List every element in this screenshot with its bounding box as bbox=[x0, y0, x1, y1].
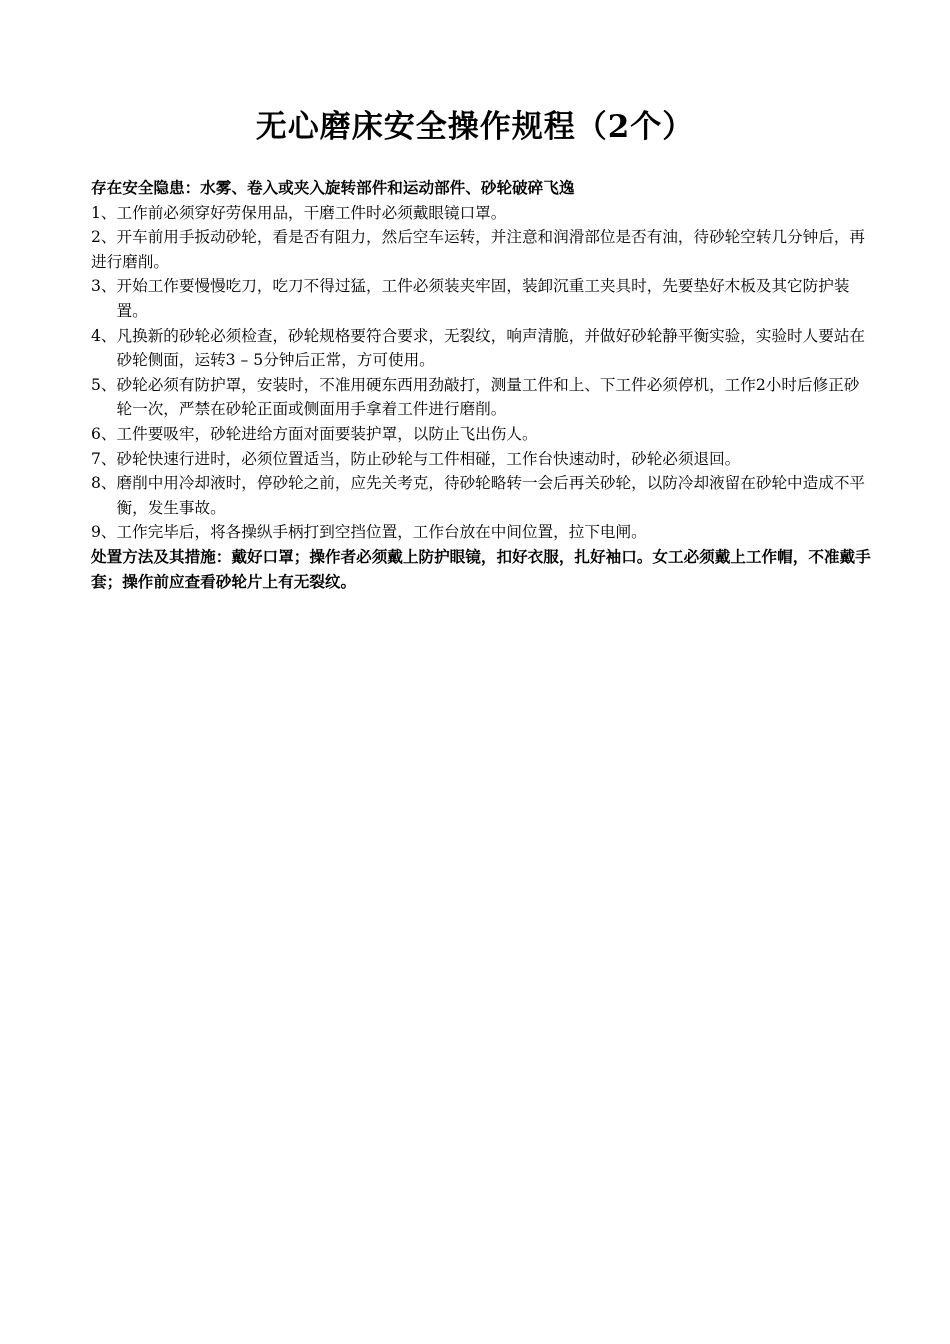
item-text: 凡换新的砂轮必须检查，砂轮规格要符合要求，无裂纹，响声清脆，并做好砂轮静平衡实验，实验时人要站在砂轮侧面，运转3 – 5分钟后正常，方可使用。 bbox=[116, 326, 866, 370]
list-item-2 bbox=[91, 225, 873, 274]
item-number: 2、 bbox=[91, 228, 117, 247]
item-text: 工作完毕后，将各操纵手柄打到空挡位置，工作台放在中间位置，拉下电闸。 bbox=[116, 523, 647, 542]
list-item-4 bbox=[91, 324, 873, 373]
item-number: 6、 bbox=[91, 424, 117, 443]
list-item-8 bbox=[91, 471, 873, 520]
item-text: 砂轮必须有防护罩，安装时，不准用硬东西用劲敲打，测量工件和上、下工件必须停机，工作2小时后修正砂轮一次，严禁在砂轮正面或侧面用手拿着工件进行磨削。 bbox=[116, 375, 860, 419]
item-text: 工作前必须穿好劳保用品，干磨工件时必须戴眼镜口罩。 bbox=[116, 203, 507, 222]
measures-paragraph: 处置方法及其措施：戴好口罩；操作者必须戴上防护眼镜，扣好衣服，扎好袖口。女工必须戴上工作帽，不准戴手套；操作前应查看砂轮片上有无裂纹。 bbox=[91, 546, 871, 591]
document-body bbox=[91, 176, 873, 594]
hazards-paragraph: 存在安全隐患：水雾、卷入或夹入旋转部件和运动部件、砂轮破碎飞逸 bbox=[91, 178, 575, 197]
item-text: 砂轮快速行进时，必须位置适当，防止砂轮与工件相碰，工作台快速动时，砂轮必须退回。 bbox=[116, 449, 741, 468]
list-item-5 bbox=[91, 373, 873, 422]
item-number: 5、 bbox=[91, 375, 117, 394]
item-number: 1、 bbox=[91, 203, 117, 222]
item-text: 开始工作要慢慢吃刀，吃刀不得过猛，工件必须装夹牢固，装卸沉重工夹具时，先要垫好木板及其它防护装置。 bbox=[116, 277, 850, 320]
list-item-6 bbox=[91, 422, 873, 447]
item-number: 4、 bbox=[91, 326, 117, 345]
list-item-3 bbox=[91, 274, 873, 323]
item-number: 7、 bbox=[91, 449, 117, 468]
item-text: 开车前用手扳动砂轮，看是否有阻力，然后空车运转，并注意和润滑部位是否有油，待砂轮空转几分钟后，再进行磨削。 bbox=[91, 228, 866, 271]
list-item-9 bbox=[91, 520, 873, 545]
item-text: 工件要吸牢，砂轮进给方面对面要装护罩，以防止飞出伤人。 bbox=[116, 424, 538, 443]
document-title: 无心磨床安全操作规程（2个） bbox=[255, 109, 695, 145]
list-item-7 bbox=[91, 447, 873, 472]
item-text: 磨削中用冷却液时，停砂轮之前，应先关考克，待砂轮略转一会后再关砂轮，以防冷却液留在砂轮中造成不平衡，发生事故。 bbox=[116, 474, 866, 517]
item-number: 3、 bbox=[91, 277, 117, 296]
item-number: 9、 bbox=[91, 523, 117, 542]
list-item-1 bbox=[91, 201, 873, 226]
item-number: 8、 bbox=[91, 474, 117, 493]
